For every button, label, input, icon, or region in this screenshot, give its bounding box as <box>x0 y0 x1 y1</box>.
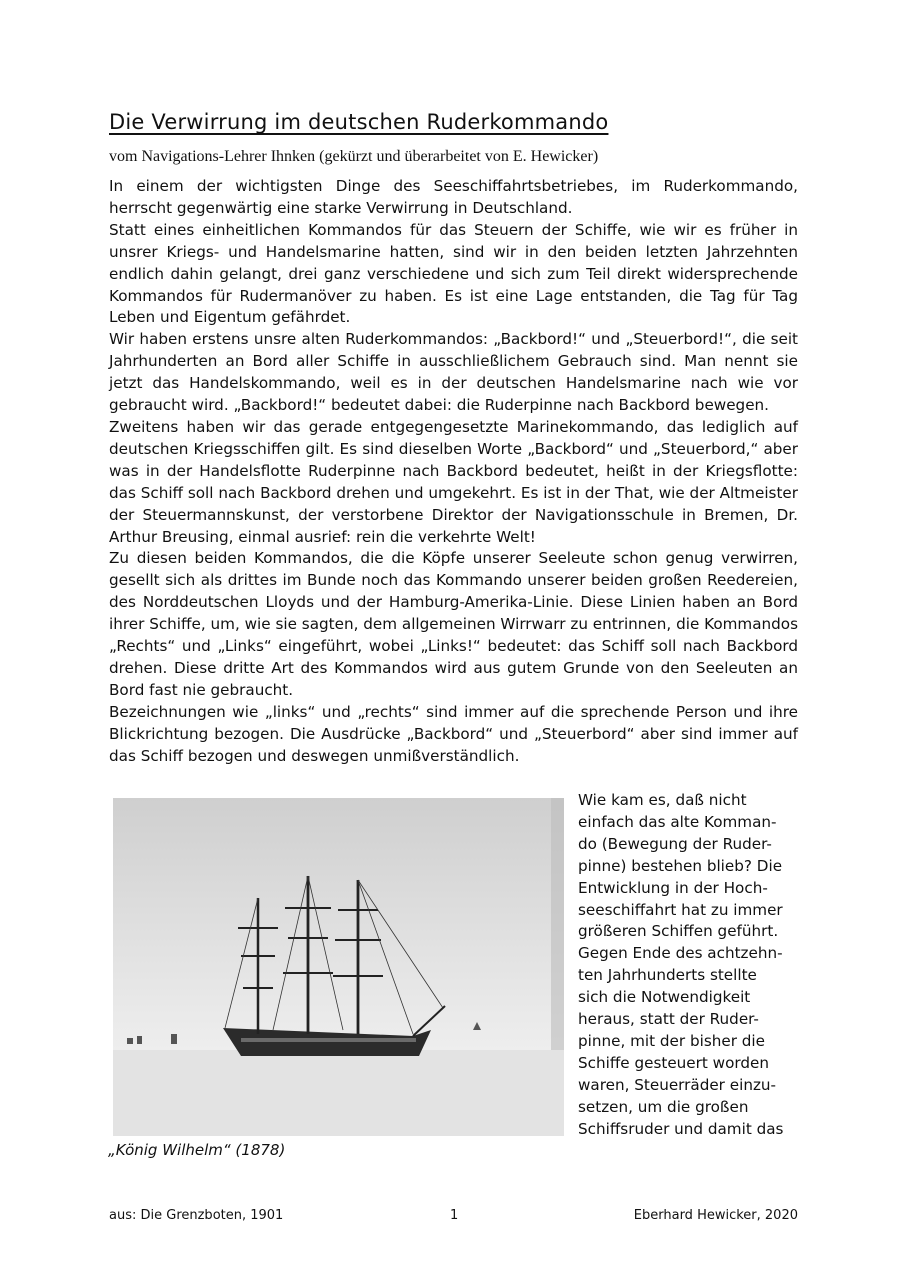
footer-author: Eberhard Hewicker, 2020 <box>633 1208 798 1223</box>
side-line: sich die Notwendigkeit <box>578 988 751 1007</box>
page-number: 1 <box>450 1208 459 1223</box>
page-subtitle: vom Navigations-Lehrer Ihnken (gekürzt und überarbeitet von E. Hewicker) <box>109 148 599 165</box>
article-body <box>109 176 798 767</box>
side-line: größeren Schiffen geführt. <box>578 922 779 941</box>
side-line: seeschiffahrt hat zu immer <box>578 900 783 919</box>
side-line: Wie kam es, daß nicht <box>578 791 747 809</box>
paragraph: Zu diesen beiden Kommandos, die die Köpfe unserer Seeleute schon genug verwirren, gesellt sich als drittes im Bunde noch das Kommando unserer beiden großen Reedereien, des Norddeutschen Lloyds und der Hamburg-Amerika-Linie. Diese Linien haben an Bord ihrer Schiffe, um, wie sie sagten, dem allgemeinen Wirrwarr zu entrinnen, die Kommandos „Rechts“ und „Links“ eingeführt, wobei „Links!“ bedeutet: das Schiff soll nach Backbord drehen. Diese dritte Art des Kommandos wird aus gutem Grunde von den Seeleuten an Bord fast nie gebraucht. <box>109 549 798 699</box>
side-line: pinne, mit der bisher die <box>578 1031 765 1050</box>
paragraph: Zweitens haben wir das gerade entgegengesetzte Marinekommando, das lediglich auf deutschen Kriegsschiffen gilt. Es sind dieselben Worte „Backbord“ und „Steuerbord,“ aber was in der Handelsflotte Ruderpinne nach Backbord bedeutet, heißt in der Kriegsflotte: das Schiff soll nach Backbord drehen und umgekehrt. Es ist in der That, wie der Altmeister der Steuermannskunst, der verstorbene Direktor der Navigationsschule in Bremen, Dr. Arthur Breusing, einmal ausrief: rein die verkehrte Welt! <box>109 417 798 546</box>
side-line: setzen, um die großen <box>578 1097 749 1116</box>
ship-illustration <box>113 798 564 1136</box>
side-line: pinne) bestehen blieb? Die <box>578 856 783 875</box>
paragraph: Bezeichnungen wie „links“ und „rechts“ sind immer auf die sprechende Person und ihre Blickrichtung bezogen. Die Ausdrücke „Backbord“ und „Steuerbord“ aber sind immer auf das Schiff bezogen und deswegen unmißverständlich. <box>109 702 798 765</box>
page-title: Die Verwirrung im deutschen Ruderkommando <box>109 110 609 134</box>
footer-source: aus: Die Grenzboten, 1901 <box>109 1208 284 1223</box>
side-line: einfach das alte Komman- <box>578 812 777 831</box>
side-line: Schiffe gesteuert worden <box>578 1053 769 1072</box>
side-line: waren, Steuerräder einzu- <box>578 1075 777 1094</box>
side-line: Gegen Ende des achtzehn- <box>578 944 783 963</box>
figure-caption: „König Wilhelm“ (1878) <box>108 1141 286 1159</box>
side-line: Schiffsruder und damit das <box>578 1119 784 1138</box>
side-line: do (Bewegung der Ruder- <box>578 834 772 853</box>
side-line: ten Jahrhunderts stellte <box>578 966 757 985</box>
side-line: Entwicklung in der Hoch- <box>578 878 768 897</box>
paragraph: Statt eines einheitlichen Kommandos für das Steuern der Schiffe, wie wir es früher in unsrer Kriegs- und Handelsmarine hatten, sind wir in den beiden letzten Jahrzehnten endlich dahin gelangt, drei ganz verschiedene und sich zum Teil direkt widersprechende Kommandos für Rudermanöver zu haben. Es ist eine Lage entstanden, die Tag für Tag Leben und Eigentum gefährdet. <box>109 220 798 327</box>
ship-photo <box>113 798 564 1136</box>
side-line: heraus, statt der Ruder- <box>578 1010 759 1029</box>
paragraph: Wir haben erstens unsre alten Ruderkommandos: „Backbord!“ und „Steuerbord!“, die seit Jahrhunderten an Bord aller Schiffe in ausschließlichem Gebrauch sind. Man nennt sie jetzt das Handelskommando, weil es in der deutschen Handelsmarine nach wie vor gebraucht wird. „Backbord!“ bedeutet dabei: die Ruderpinne nach Backbord bewegen. <box>109 330 798 415</box>
side-text <box>578 790 798 1141</box>
paragraph: In einem der wichtigsten Dinge des Seeschiffahrtsbetriebes, im Ruderkommando, herrscht gegenwärtig eine starke Verwirrung in Deutschland. <box>109 177 798 217</box>
